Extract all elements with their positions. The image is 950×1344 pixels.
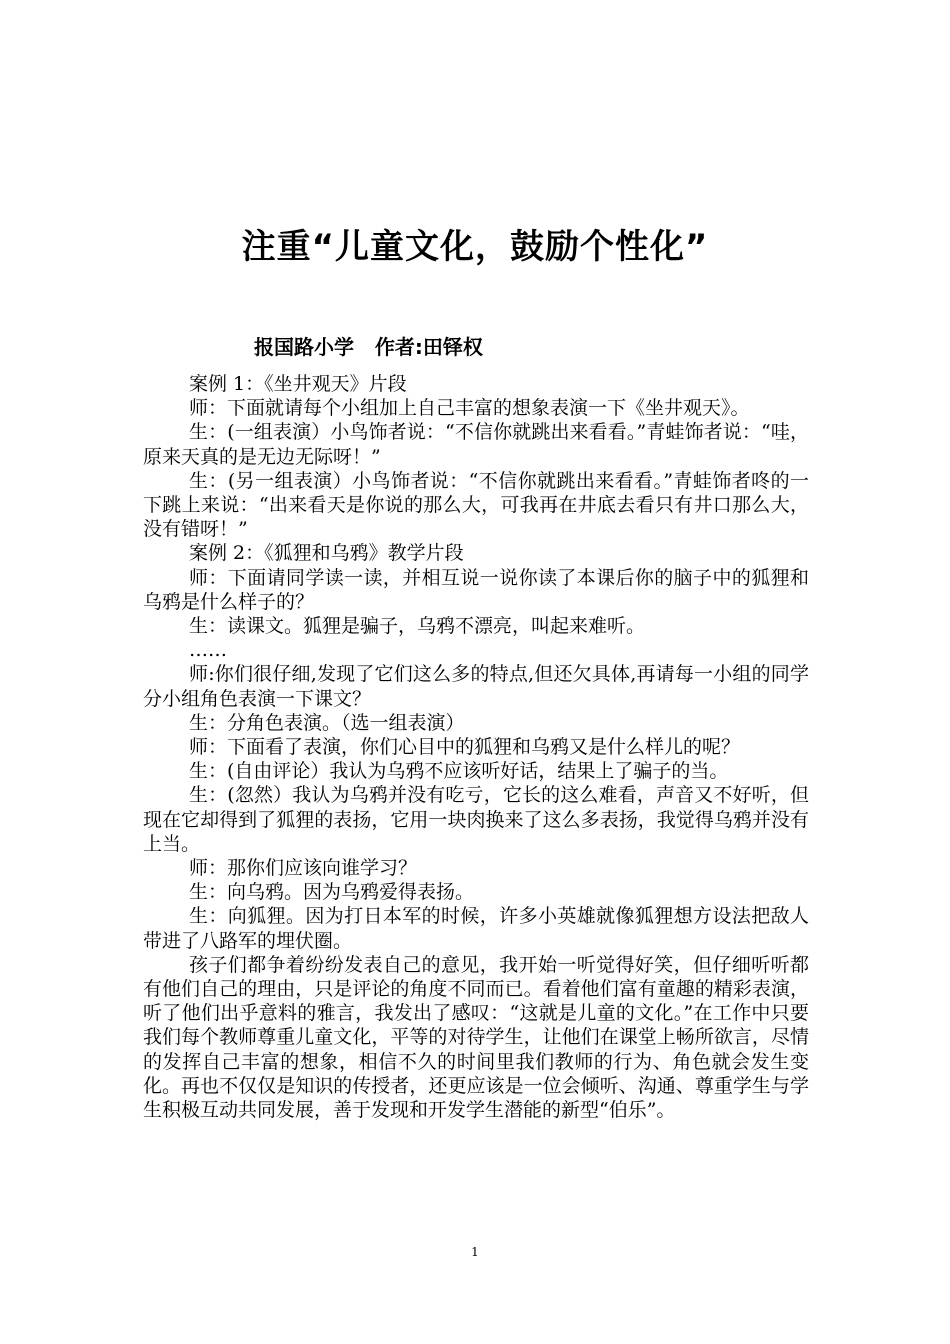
paragraph: 师：下面就请每个小组加上自己丰富的想象表演一下《坐井观天》。 (189, 397, 750, 420)
paragraph: 师:你们很仔细,发现了它们这么多的特点,但还欠具体,再请每一小组的同学分小组角色表演一下课文？ (143, 663, 809, 710)
paragraph: 案例 2：《狐狸和乌鸦》教学片段 (189, 542, 464, 565)
paragraph: 生：分角色表演。（选一组表演） (189, 711, 465, 734)
paragraph: 生：(自由评论）我认为乌鸦不应该听好话，结果上了骗子的当。 (189, 760, 729, 783)
paragraph: 生：(另一组表演）小鸟饰者说：“不信你就跳出来看看。”青蛙饰者咚的一下跳上来说：“出来看天是你说的那么大，可我再在井底去看只有井口那么大，没有错呀！” (143, 469, 809, 541)
author-byline: 报国路小学 作者:田铎权 (254, 335, 483, 359)
paragraph: 生：(忽然）我认为乌鸦并没有吃亏，它长的这么难看，声音又不好听，但现在它却得到了狐狸的表扬，它用一块肉换来了这么多表扬，我觉得乌鸦并没有上当。 (143, 784, 809, 855)
paragraph: 生：读课文。狐狸是骗子，乌鸦不漂亮，叫起来难听。 (189, 615, 646, 638)
paragraph: 生：向乌鸦。因为乌鸦爱得表扬。 (189, 881, 475, 904)
page-number: 1 (471, 1245, 479, 1259)
paragraph: 案例 1：《坐井观天》片段 (189, 373, 407, 395)
document-body (143, 372, 809, 1122)
paragraph: 师：下面看了表演，你们心目中的狐狸和乌鸦又是什么样儿的呢？ (189, 736, 741, 759)
paragraph: 孩子们都争着纷纷发表自己的意见，我开始一听觉得好笑，但仔细听听都有他们自己的理由，只是评论的角度不同而已。看着他们富有童趣的精彩表演，听了他们出乎意料的雅言，我发出了感叹：“这就是儿童的文化。”在工作中只要我们每个教师尊重儿童文化，平等的对待学生，让他们在课堂上畅所欲言，尽情的发挥自己丰富的想象，相信不久的时间里我们教师的行为、角色就会发生变化。再也不仅仅是知识的传授者，还更应该是一位会倾听、沟通、尊重学生与学生积极互动共同发展，善于发现和开发学生潜能的新型“伯乐”。 (143, 953, 809, 1122)
paragraph: …… (189, 639, 227, 662)
paragraph: 师：下面请同学读一读，并相互说一说你读了本课后你的脑子中的狐狸和乌鸦是什么样子的？ (143, 566, 809, 613)
document-title: 注重“儿童文化，鼓励个性化” (241, 227, 709, 267)
paragraph: 师：那你们应该向谁学习？ (189, 857, 418, 880)
paragraph: 生：(一组表演）小鸟饰者说：“不信你就跳出来看看。”青蛙饰者说：“哇，原来天真的是无边无际呀！” (143, 421, 809, 468)
paragraph: 生：向狐狸。因为打日本军的时候，许多小英雄就像狐狸想方设法把敌人带进了八路军的埋伏圈。 (143, 905, 809, 952)
